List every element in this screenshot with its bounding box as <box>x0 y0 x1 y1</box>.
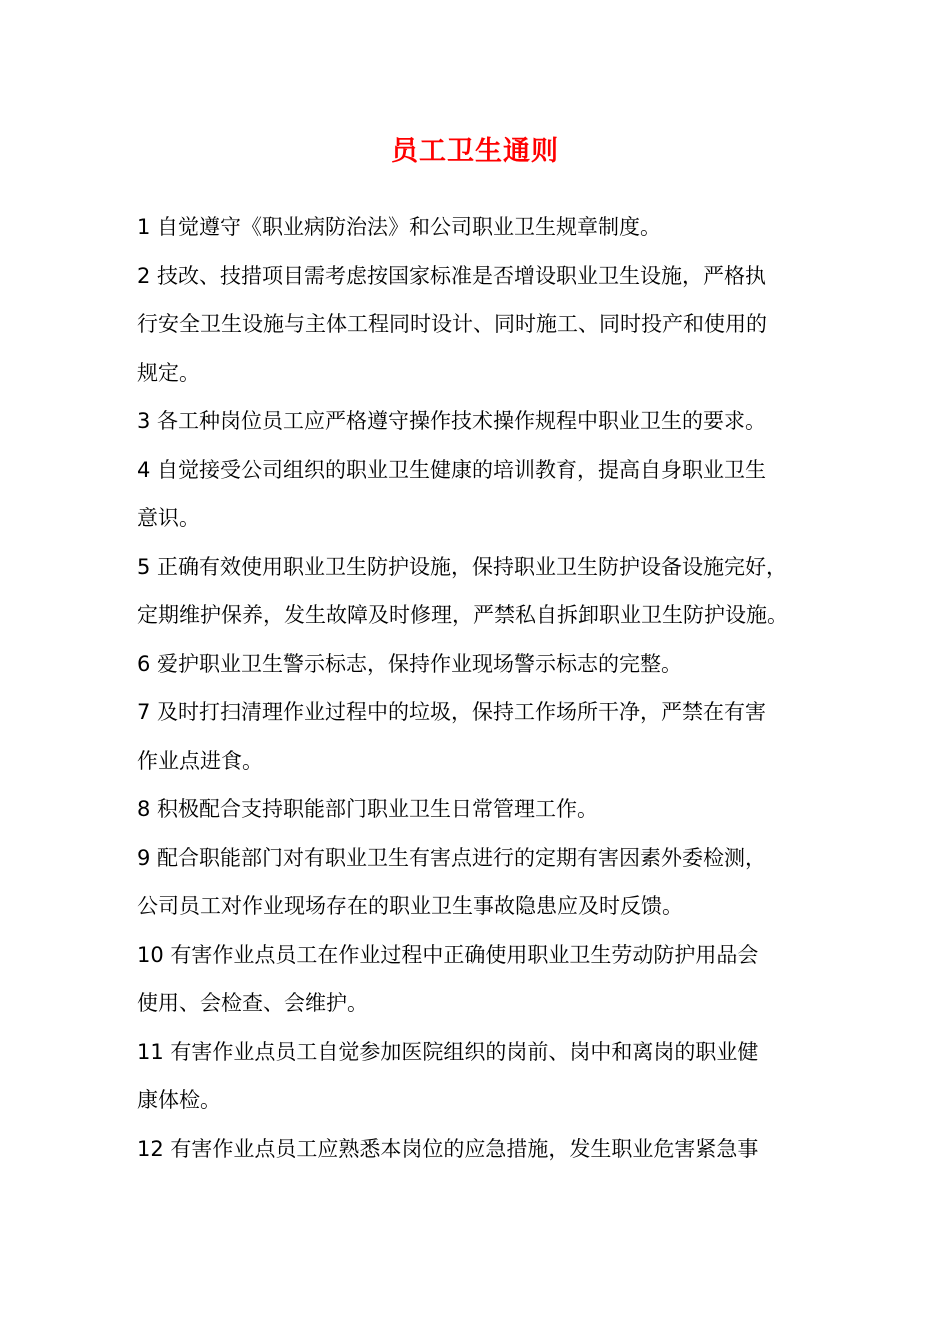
paragraph-line: 行安全卫生设施与主体工程同时设计、同时施工、同时投产和使用的 <box>137 312 767 336</box>
rule-paragraph-2 <box>137 252 827 398</box>
paragraph-line: 公司员工对作业现场存在的职业卫生事故隐患应及时反馈。 <box>137 894 683 918</box>
rule-paragraph-11 <box>137 1028 827 1125</box>
paragraph-line: 6 爱护职业卫生警示标志，保持作业现场警示标志的完整。 <box>137 651 683 676</box>
paragraph-line: 9 配合职能部门对有职业卫生有害点进行的定期有害因素外委检测， <box>137 845 767 870</box>
rule-paragraph-10 <box>137 931 827 1028</box>
rule-paragraph-1 <box>137 203 827 252</box>
rule-paragraph-5 <box>137 543 827 640</box>
paragraph-line: 定期维护保养，发生故障及时修理，严禁私自拆卸职业卫生防护设施。 <box>137 603 788 627</box>
rule-paragraph-7 <box>137 688 827 785</box>
paragraph-line: 8 积极配合支持职能部门职业卫生日常管理工作。 <box>137 797 599 821</box>
paragraph-line: 7 及时打扫清理作业过程中的垃圾，保持工作场所干净，严禁在有害 <box>137 700 767 724</box>
document-title: 员工卫生通则 <box>391 136 559 167</box>
rule-paragraph-6 <box>137 640 827 689</box>
paragraph-line: 规定。 <box>137 360 200 385</box>
paragraph-line: 5 正确有效使用职业卫生防护设施，保持职业卫生防护设备设施完好， <box>137 554 788 579</box>
paragraph-line: 3 各工种岗位员工应严格遵守操作技术操作规程中职业卫生的要求。 <box>137 409 767 433</box>
paragraph-line: 2 技改、技措项目需考虑按国家标准是否增设职业卫生设施，严格执 <box>137 263 767 288</box>
rule-paragraph-3 <box>137 397 827 446</box>
paragraph-line: 使用、会检查、会维护。 <box>137 991 368 1015</box>
paragraph-line: 意识。 <box>137 506 200 530</box>
paragraph-line: 康体检。 <box>137 1088 221 1112</box>
paragraph-line: 作业点进食。 <box>137 748 263 773</box>
document-body <box>137 203 827 1173</box>
paragraph-line: 10 有害作业点员工在作业过程中正确使用职业卫生劳动防护用品会 <box>137 942 759 967</box>
rule-paragraph-9 <box>137 834 827 931</box>
rule-paragraph-12 <box>137 1125 827 1174</box>
paragraph-line: 4 自觉接受公司组织的职业卫生健康的培训教育，提高自身职业卫生 <box>137 457 767 482</box>
paragraph-line: 11 有害作业点员工自觉参加医院组织的岗前、岗中和离岗的职业健 <box>137 1039 759 1064</box>
rule-paragraph-4 <box>137 446 827 543</box>
rule-paragraph-8 <box>137 785 827 834</box>
paragraph-line: 12 有害作业点员工应熟悉本岗位的应急措施，发生职业危害紧急事 <box>137 1136 759 1161</box>
paragraph-line: 1 自觉遵守《职业病防治法》和公司职业卫生规章制度。 <box>137 215 662 239</box>
